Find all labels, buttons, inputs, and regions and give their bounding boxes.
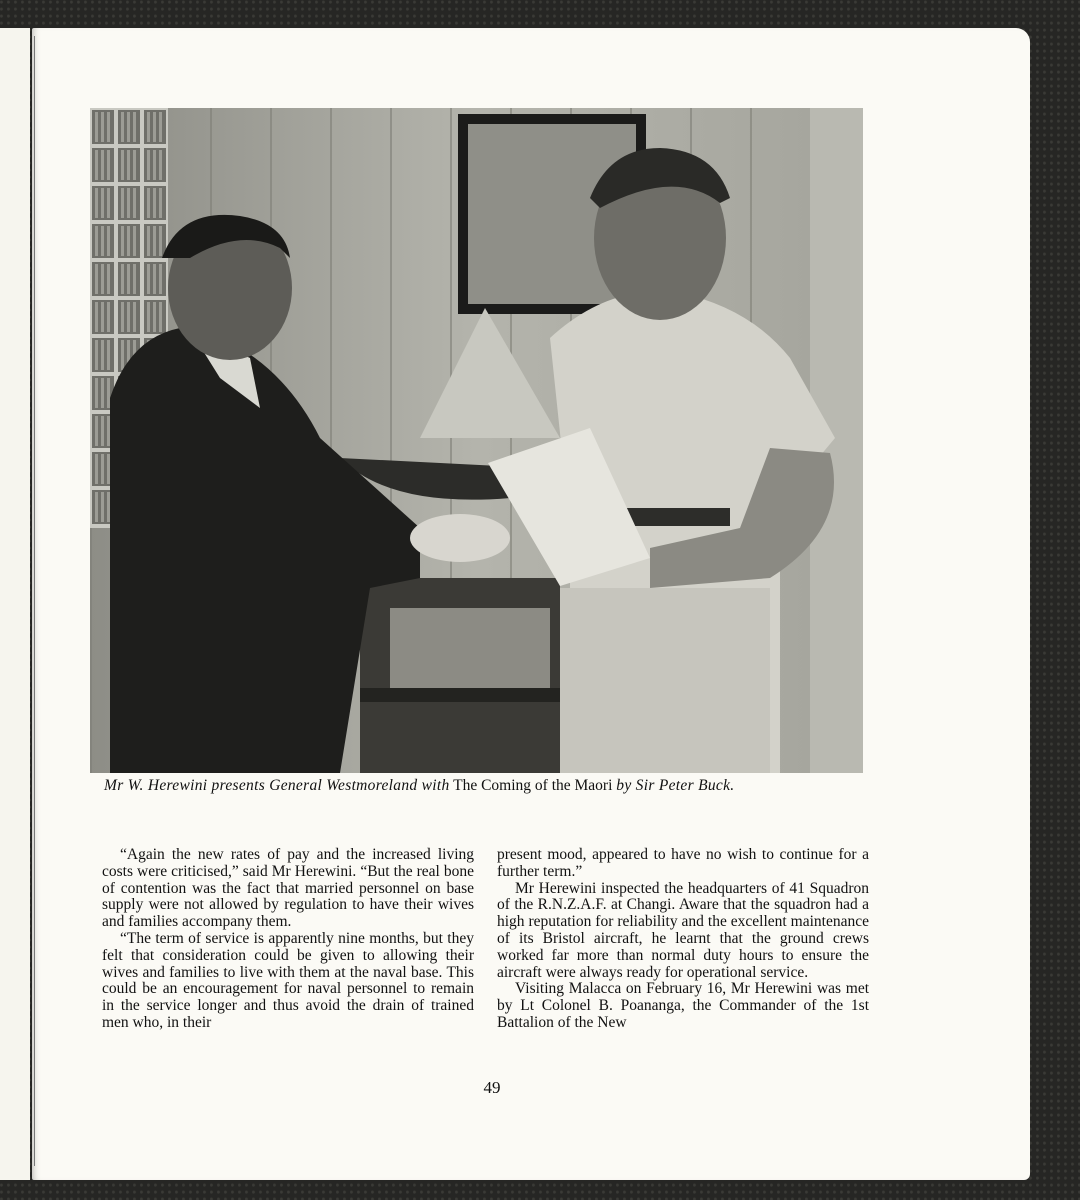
page-number: 49 [483,1078,501,1097]
caption-part1: Mr W. Herewini presents General Westmoreland with [104,777,450,794]
page-spine [34,36,35,1166]
photograph [90,108,863,773]
paragraph: “Again the new rates of pay and the increased living costs were criticised,” said Mr Herewini. “But the real bone of contention was the fact that married personnel on base supply were not allowed by regulation to have their wives and families accompany them. [102,846,474,931]
photograph-illustration [90,108,863,773]
text-column-left [102,847,474,1032]
paragraph: Visiting Malacca on February 16, Mr Herewini was met by Lt Colonel B. Poananga, the Commander of the 1st Battalion of the New [497,980,869,1031]
paragraph: Mr Herewini inspected the headquarters of 41 Squadron of the R.N.Z.A.F. at Changi. Aware that the squadron had a high reputation for reliability and the excellent maintenance of its Bristol aircraft, he learnt that the ground crews worked far more than normal duty hours to ensure the aircraft were always ready for operational service. [497,879,869,981]
paragraph: “The term of service is apparently nine months, but they felt that consideration could be given to allowing their wives and families to live with them at the naval base. This could be an encouragement for naval personnel to remain in the service longer and thus avoid the drain of trained men who, in their [102,929,474,1031]
photo-caption [104,777,866,794]
facing-page-edge [0,28,30,1180]
caption-part2: by Sir Peter Buck. [616,777,735,794]
text-column-right [497,847,869,1032]
caption-book-title: The Coming of the Maori [453,777,613,794]
paragraph: present mood, appeared to have no wish to continue for a further term.” [497,846,869,880]
